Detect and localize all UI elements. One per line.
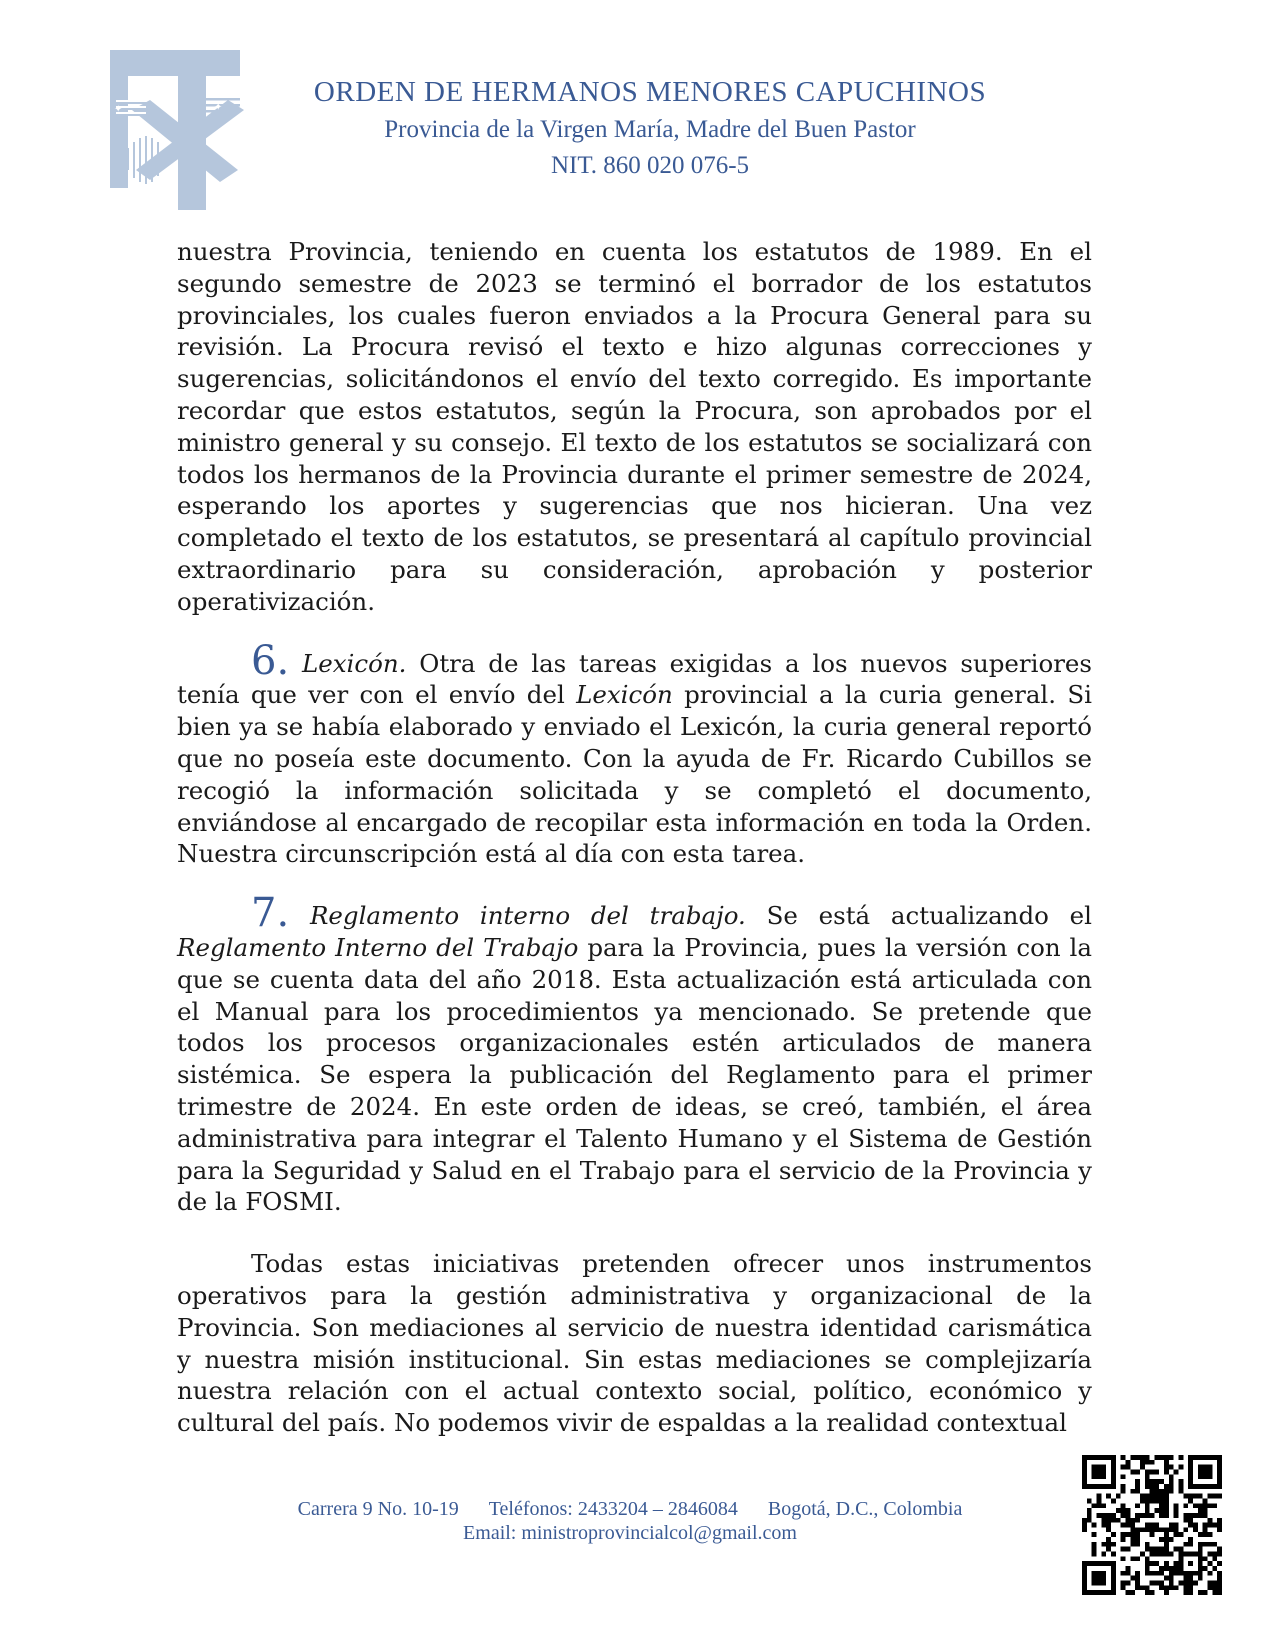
footer-email: Email: ministroprovincialcol@gmail.com [463,1522,797,1544]
section-number: 6. [251,637,290,684]
nit-number: NIT. 860 020 076-5 [550,152,750,179]
province-name: Provincia de la Virgen María, Madre del Buen Pastor [384,116,916,143]
paragraph-statutes: nuestra Provincia, teniendo en cuenta los estatutos de 1989. En el segundo semestre de 2023 se terminó el borrador de los estatutos provinciales, los cuales fueron enviados a la Procura General para su revisión. La Procura revisó el texto e hizo algunas correcciones y sugerencias, solicitándonos el envío del texto corregido. Es importante recordar que estos estatutos, según la Procura, son aprobados por el ministro general y su consejo. El texto de los estatutos se socializará con todos los hermanos de la Provincia durante el primer semestre de 2024, esperando los aportes y sugerencias que nos hicieran. Una vez completado el texto de los estatutos, se presentará al capítulo provincial extraordinario para su consideración, aprobación y posterior operativización. [177,237,1092,616]
order-name: ORDEN DE HERMANOS MENORES CAPUCHINOS [313,76,987,108]
paragraph-conclusion: Todas estas iniciativas pretenden ofrecer unos instrumentos operativos para la gestión administrativa y organizacional de la Provincia. Son mediaciones al servicio de nuestra identidad carismática y nuestra misión institucional. Sin estas mediaciones se complejizaría nuestra relación con el actual contexto social, político, económico y cultural del país. No podemos vivir de espaldas a la realidad contextual [177,1249,1092,1438]
footer-contact [200,1497,1060,1545]
section-text: provincial a la curia general. Si bien ya se había elaborado y enviado el Lexicón, la curia general reportó que no poseía este documento. Con la ayuda de Fr. Ricardo Cubillos se recogió la información solicitada y se completó el documento, enviándose al encargado de recopilar esta información en toda la Orden. Nuestra circunscripción está al día con esta tarea. [177,680,1092,869]
section-text: Otra de las tareas exigidas a los nuevos superiores tenía que ver con el envío del [177,648,1092,710]
letterhead [290,72,1010,184]
footer-address: Carrera 9 No. 10-19 [297,1498,459,1520]
document-body [177,236,1092,1439]
footer-line-1 [200,1497,1060,1521]
footer-phones: Teléfonos: 2433204 – 2846084 [488,1498,738,1520]
section-number: 7. [251,890,290,937]
section-heading: Reglamento interno del trabajo. [309,901,746,931]
section-italic-term: Lexicón [576,680,673,710]
qr-code-icon [1082,1455,1222,1595]
footer-city: Bogotá, D.C., Colombia [767,1498,963,1520]
order-logo-tau-icon [110,50,250,210]
section-heading: Lexicón. [301,648,407,678]
section-6-lexicon [177,637,1092,871]
section-text: para la Provincia, pues la versión con la que se cuenta data del año 2018. Esta actualización está articulada con el Manual para los procedimientos ya mencionado. Se pretende que todos los procesos organizacionales estén articulados de manera sistémica. Se espera la publicación del Reglamento para el primer trimestre de 2024. En este orden de ideas, se creó, también, el área administrativa para integrar el Talento Humano y el Sistema de Gestión para la Seguridad y Salud en el Trabajo para el servicio de la Provincia y de la FOSMI. [177,932,1092,1217]
svg-text:✦: ✦ [114,104,123,115]
section-italic-term: Reglamento Interno del Trabajo [177,932,579,962]
section-text: Se está actualizando el [745,901,1092,931]
section-7-reglamento [177,890,1092,1218]
svg-text:✦: ✦ [214,102,223,113]
